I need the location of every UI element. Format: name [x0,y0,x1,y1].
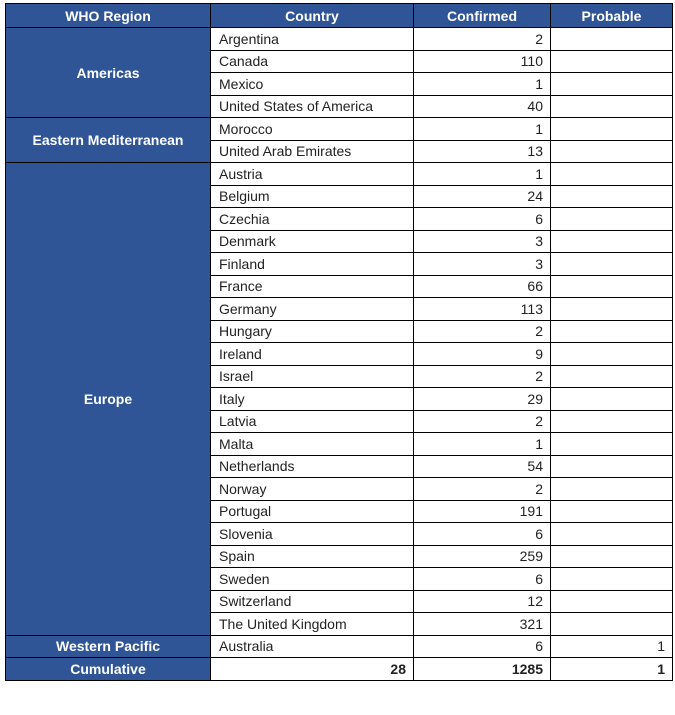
probable-cell [551,433,673,456]
country-cell: Ireland [211,343,414,366]
country-cell: Australia [211,635,414,658]
total-countries: 28 [211,658,414,681]
table-row [6,118,673,141]
cases-table [5,3,673,681]
country-cell: Czechia [211,208,414,231]
confirmed-cell: 1 [414,118,551,141]
probable-cell [551,500,673,523]
country-cell: The United Kingdom [211,613,414,636]
country-cell: Hungary [211,320,414,343]
country-cell: Austria [211,163,414,186]
probable-cell [551,568,673,591]
country-cell: Mexico [211,73,414,96]
country-cell: Israel [211,365,414,388]
probable-cell [551,613,673,636]
country-cell: Switzerland [211,590,414,613]
country-cell: Argentina [211,28,414,51]
probable-cell: 1 [551,635,673,658]
country-cell: Belgium [211,185,414,208]
country-cell: Sweden [211,568,414,591]
probable-cell [551,365,673,388]
header-confirmed: Confirmed [414,4,551,28]
confirmed-cell: 6 [414,208,551,231]
country-cell: Malta [211,433,414,456]
country-cell: Netherlands [211,455,414,478]
confirmed-cell: 9 [414,343,551,366]
confirmed-cell: 110 [414,50,551,73]
probable-cell [551,275,673,298]
table-row [6,635,673,658]
confirmed-cell: 113 [414,298,551,321]
region-cell: Americas [6,28,211,118]
total-row [6,658,673,681]
header-row [6,4,673,28]
confirmed-cell: 12 [414,590,551,613]
country-cell: Denmark [211,230,414,253]
total-probable: 1 [551,658,673,681]
confirmed-cell: 40 [414,95,551,118]
country-cell: Portugal [211,500,414,523]
confirmed-cell: 2 [414,365,551,388]
table-row [6,28,673,51]
confirmed-cell: 13 [414,140,551,163]
country-cell: Morocco [211,118,414,141]
confirmed-cell: 66 [414,275,551,298]
confirmed-cell: 2 [414,320,551,343]
region-cell: Europe [6,163,211,636]
table-row [6,163,673,186]
confirmed-cell: 3 [414,230,551,253]
probable-cell [551,478,673,501]
probable-cell [551,73,673,96]
country-cell: Spain [211,545,414,568]
probable-cell [551,208,673,231]
probable-cell [551,545,673,568]
probable-cell [551,28,673,51]
probable-cell [551,298,673,321]
confirmed-cell: 259 [414,545,551,568]
region-cell: Eastern Mediterranean [6,118,211,163]
region-cell: Western Pacific [6,635,211,658]
confirmed-cell: 2 [414,28,551,51]
country-cell: Canada [211,50,414,73]
confirmed-cell: 24 [414,185,551,208]
probable-cell [551,388,673,411]
confirmed-cell: 6 [414,523,551,546]
probable-cell [551,320,673,343]
country-cell: United States of America [211,95,414,118]
confirmed-cell: 29 [414,388,551,411]
country-cell: Latvia [211,410,414,433]
probable-cell [551,185,673,208]
confirmed-cell: 1 [414,433,551,456]
probable-cell [551,343,673,366]
header-probable: Probable [551,4,673,28]
probable-cell [551,163,673,186]
header-who-region: WHO Region [6,4,211,28]
country-cell: Germany [211,298,414,321]
country-cell: United Arab Emirates [211,140,414,163]
confirmed-cell: 54 [414,455,551,478]
probable-cell [551,455,673,478]
total-label: Cumulative [6,658,211,681]
country-cell: Italy [211,388,414,411]
confirmed-cell: 6 [414,635,551,658]
confirmed-cell: 1 [414,73,551,96]
confirmed-cell: 321 [414,613,551,636]
probable-cell [551,50,673,73]
country-cell: Finland [211,253,414,276]
confirmed-cell: 2 [414,478,551,501]
country-cell: Norway [211,478,414,501]
probable-cell [551,253,673,276]
confirmed-cell: 191 [414,500,551,523]
probable-cell [551,410,673,433]
country-cell: France [211,275,414,298]
confirmed-cell: 3 [414,253,551,276]
probable-cell [551,230,673,253]
probable-cell [551,118,673,141]
total-confirmed: 1285 [414,658,551,681]
probable-cell [551,523,673,546]
probable-cell [551,140,673,163]
header-country: Country [211,4,414,28]
confirmed-cell: 2 [414,410,551,433]
probable-cell [551,590,673,613]
country-cell: Slovenia [211,523,414,546]
probable-cell [551,95,673,118]
confirmed-cell: 6 [414,568,551,591]
confirmed-cell: 1 [414,163,551,186]
